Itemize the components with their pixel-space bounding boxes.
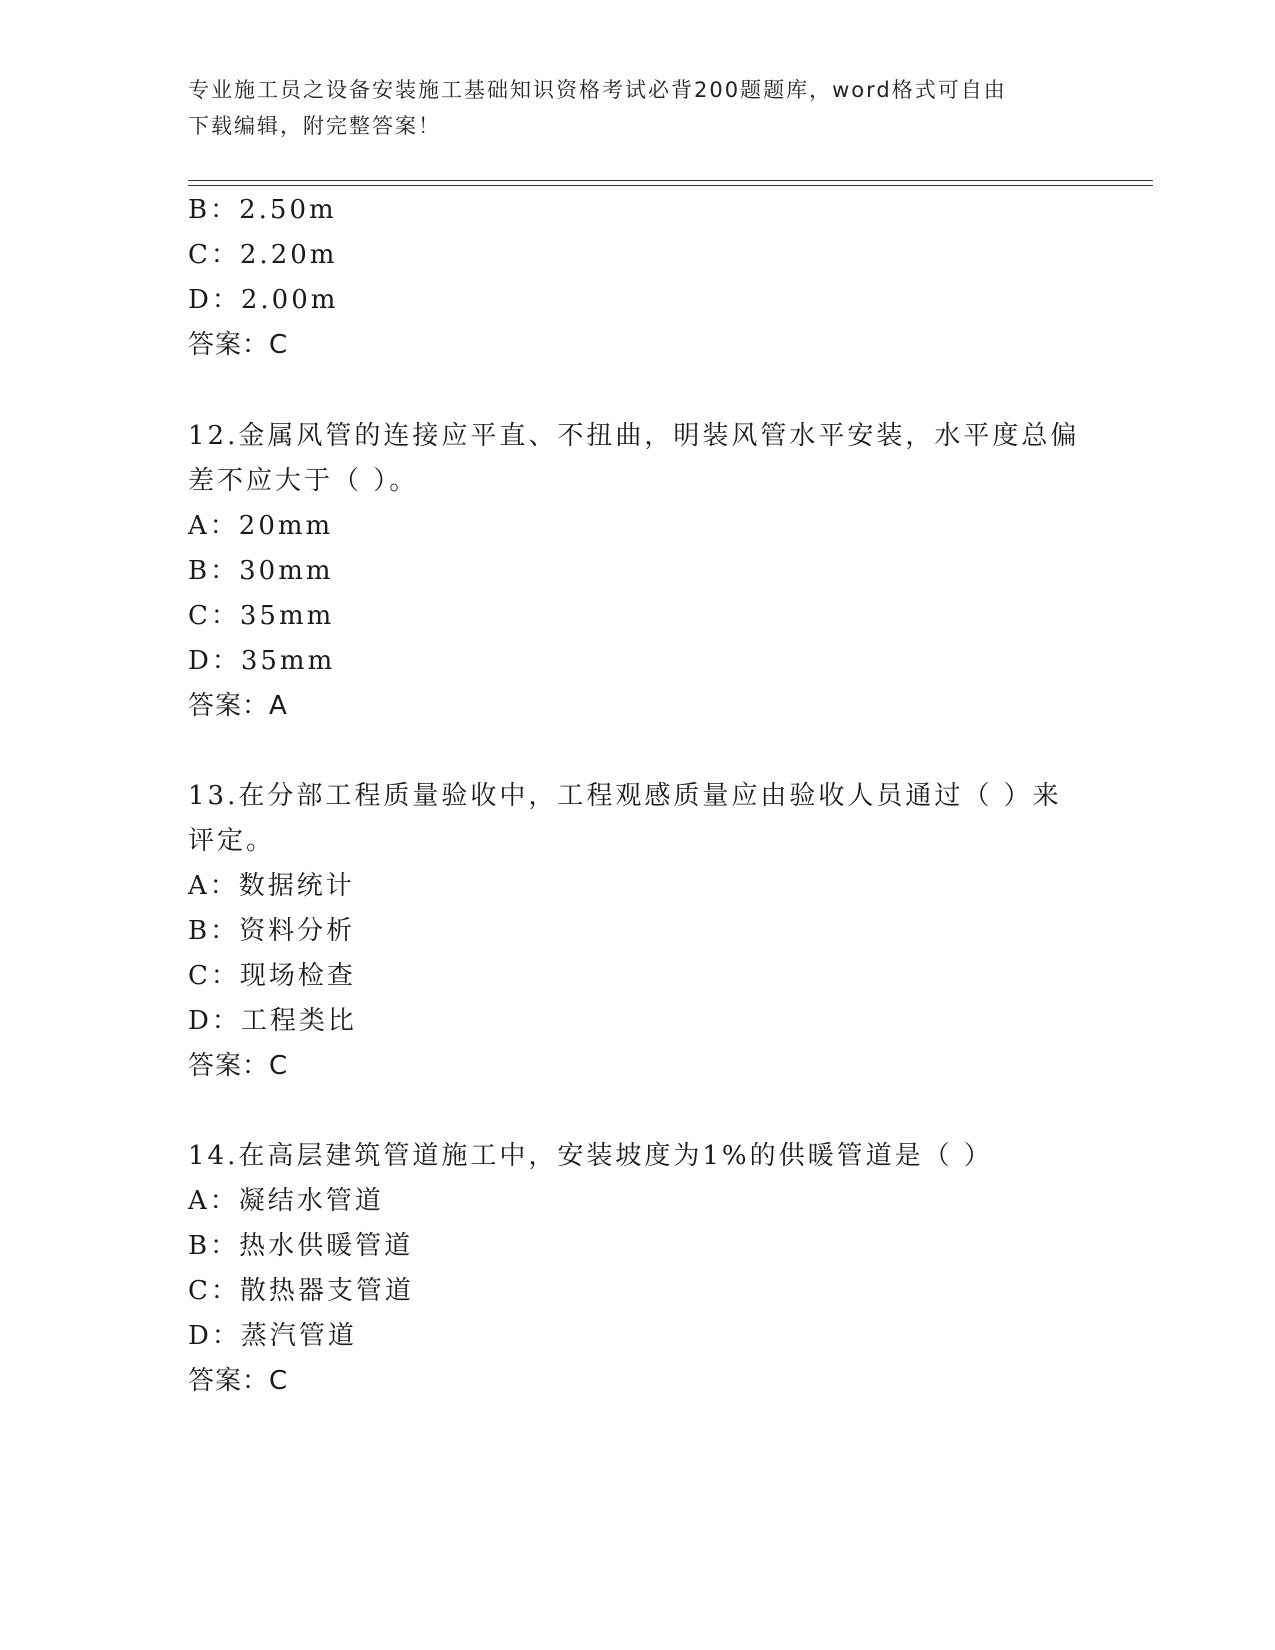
q13-option-b: B：资料分析 [188, 916, 356, 946]
q11-option-c: C：2.20m [188, 240, 338, 270]
header-rule-top [188, 180, 1153, 181]
q11-option-d: D：2.00m [188, 285, 339, 315]
q14-option-d: D：蒸汽管道 [188, 1321, 357, 1351]
q12-option-b: B：30mm [188, 556, 334, 586]
q12-option-d: D：35mm [188, 646, 336, 676]
header-rule-bottom [188, 185, 1153, 186]
q12-option-c: C：35mm [188, 601, 335, 631]
q12-answer: 答案：A [188, 691, 288, 721]
q11-answer: 答案：C [188, 330, 289, 360]
q12-stem-line-1: 12.金属风管的连接应平直、不扭曲，明装风管水平安装，水平度总偏 [188, 421, 1080, 451]
q14-option-c: C：散热器支管道 [188, 1276, 414, 1306]
q13-stem-line-2: 评定。 [188, 826, 276, 856]
q13-option-a: A：数据统计 [188, 871, 355, 901]
q12-stem-line-2: 差不应大于（ ）。 [188, 466, 419, 496]
q11-option-b: B：2.50m [188, 195, 337, 225]
q14-option-b: B：热水供暖管道 [188, 1231, 414, 1261]
q13-option-d: D：工程类比 [188, 1006, 357, 1036]
q14-answer: 答案：C [188, 1366, 289, 1396]
header-line-1: 专业施工员之设备安装施工基础知识资格考试必背200题题库，word格式可自由 [188, 78, 1007, 102]
q12-option-a: A：20mm [188, 511, 334, 541]
q13-stem-line-1: 13.在分部工程质量验收中，工程观感质量应由验收人员通过（ ）来 [188, 781, 1062, 811]
header-line-2: 下载编辑，附完整答案！ [188, 114, 441, 138]
q13-answer: 答案：C [188, 1051, 289, 1081]
q14-stem-line-1: 14.在高层建筑管道施工中，安装坡度为1%的供暖管道是（ ） [188, 1141, 993, 1171]
document-header [188, 72, 1068, 144]
q13-option-c: C：现场检查 [188, 961, 356, 991]
q14-option-a: A：凝结水管道 [188, 1186, 384, 1216]
